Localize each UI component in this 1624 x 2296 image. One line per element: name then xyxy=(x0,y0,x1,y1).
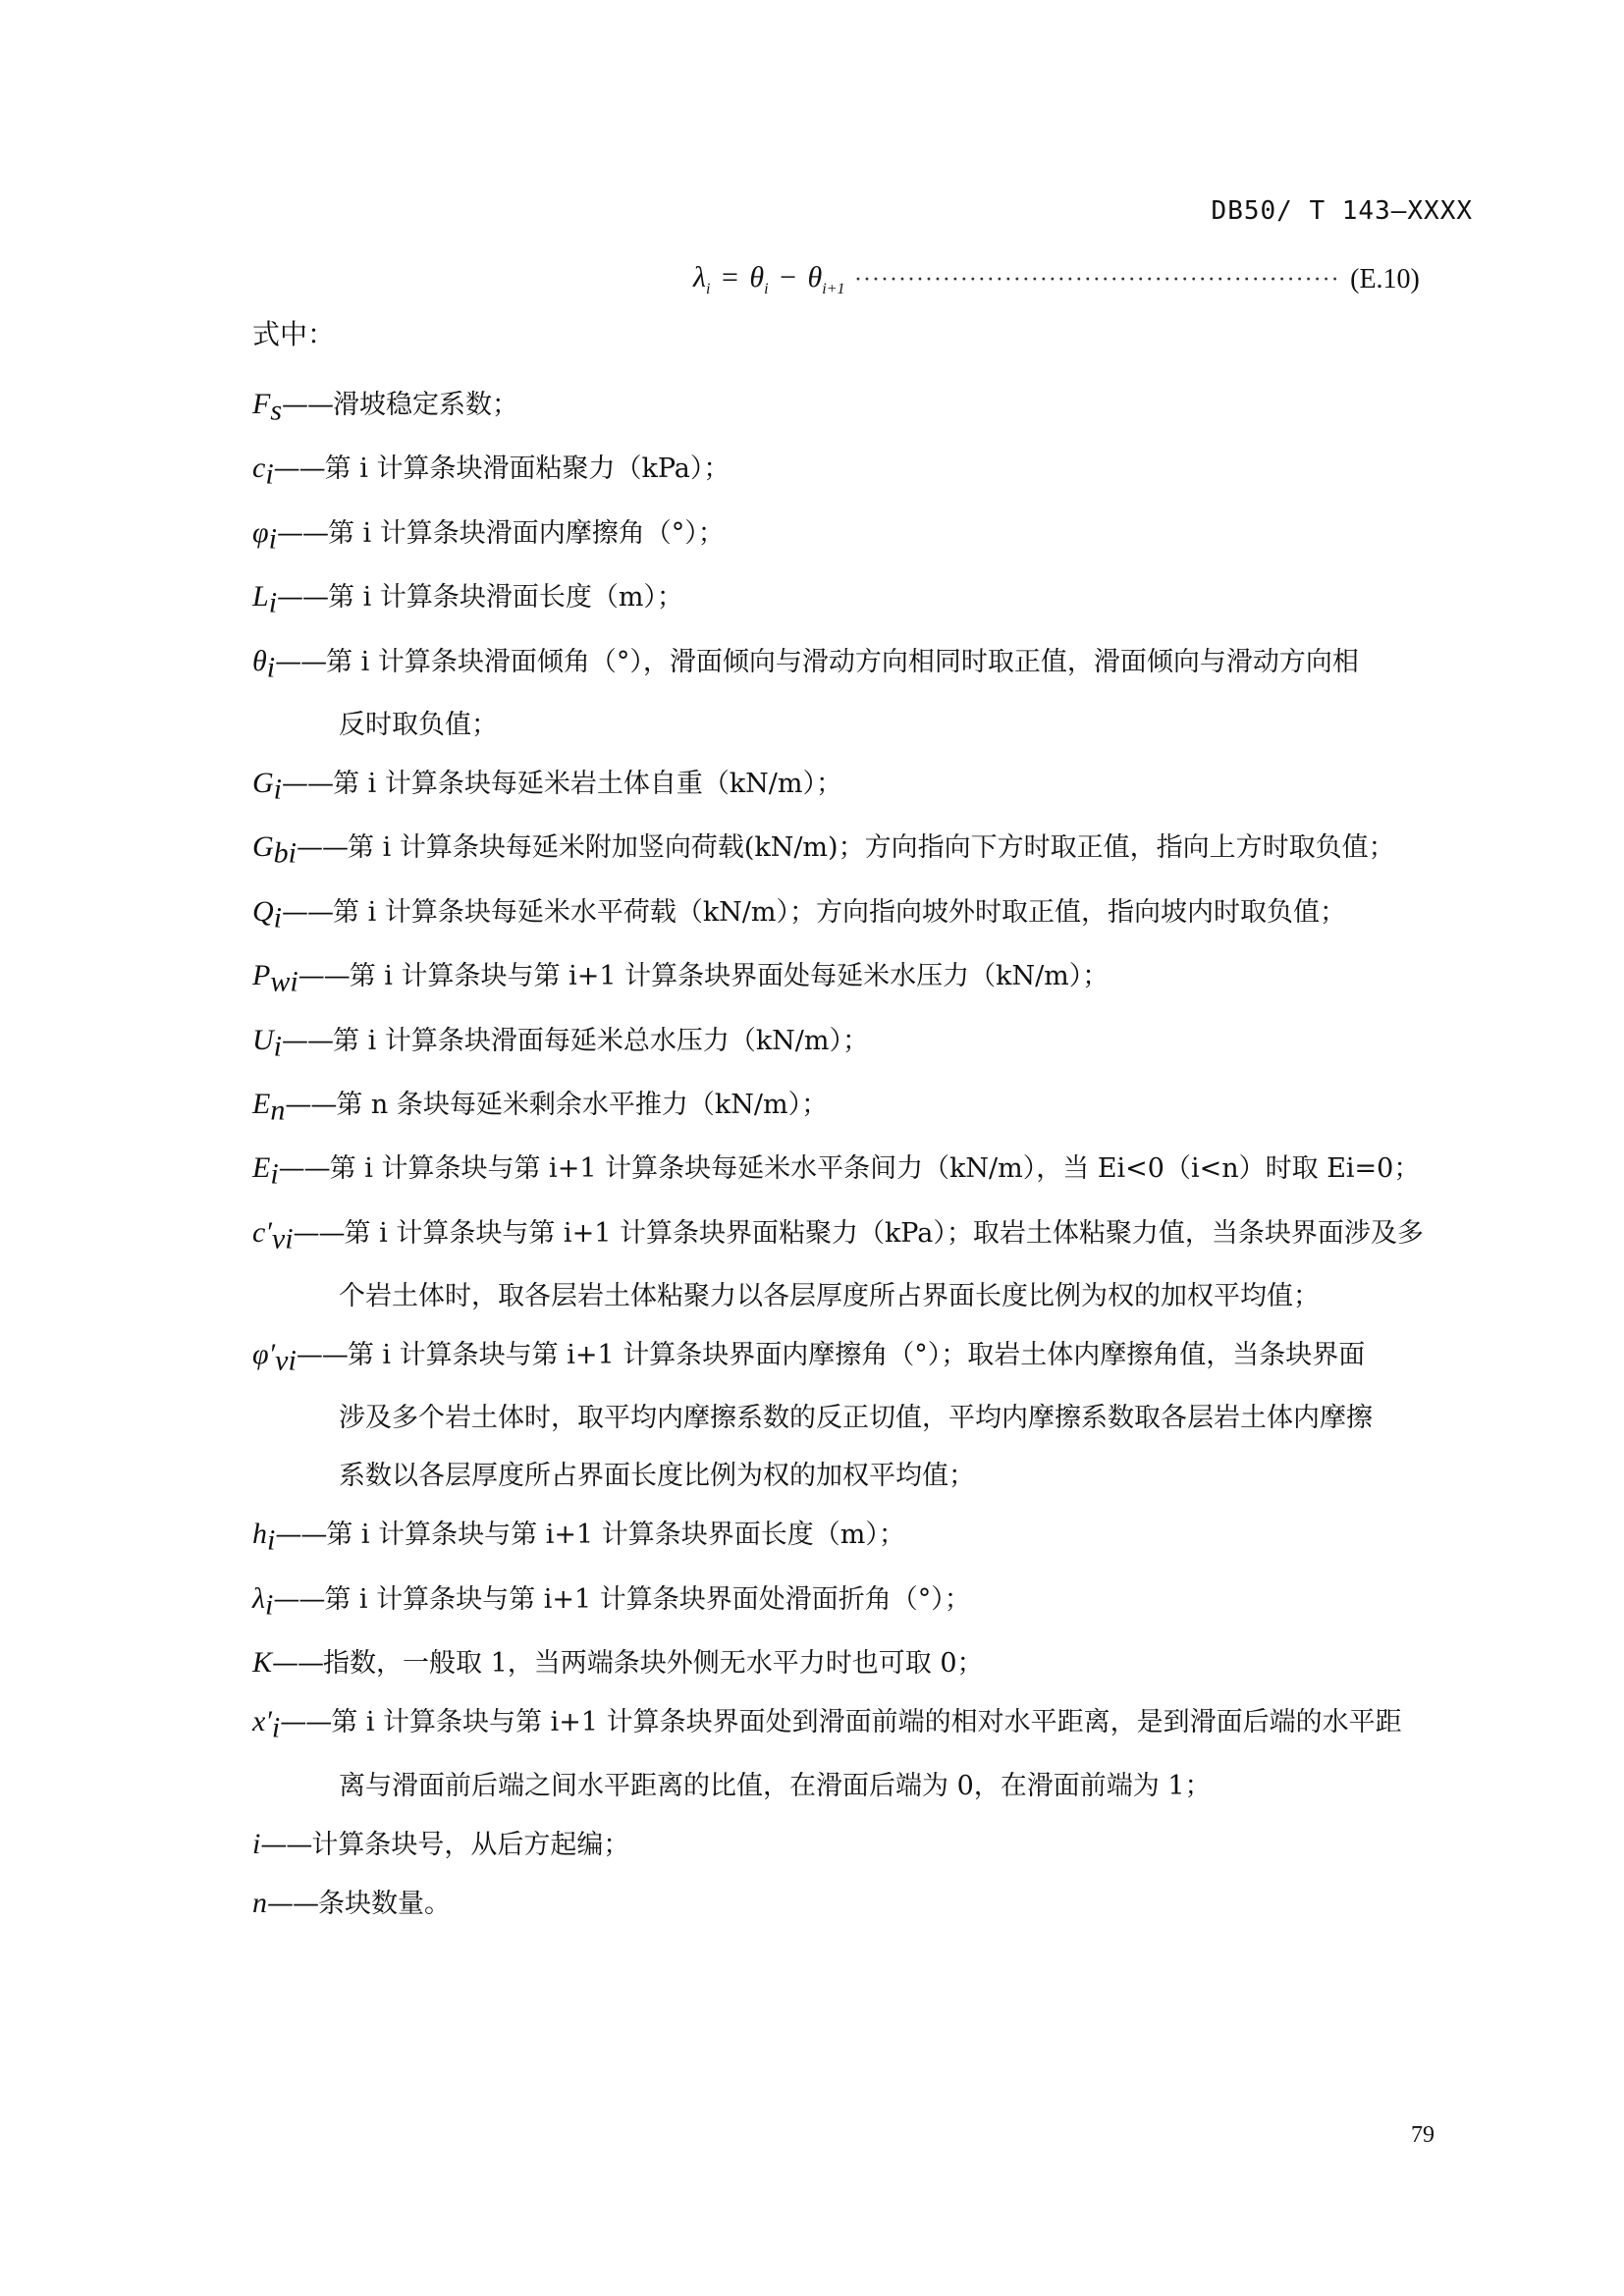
definition-continuation-text: 涉及多个岩土体时，取平均内摩擦系数的反正切值，平均内摩擦系数取各层岩土体内摩擦 xyxy=(339,1403,1373,1434)
definition-symbol: G xyxy=(252,766,274,799)
definition-symbol: P xyxy=(252,959,271,992)
definition-symbol: x′ xyxy=(252,1705,272,1738)
definition-item xyxy=(252,1011,1480,1075)
definition-dash: —— xyxy=(275,1520,327,1551)
definition-symbol: c xyxy=(252,452,266,485)
definition-continuation-text: 系数以各层厚度所占界面长度比例为权的加权平均值； xyxy=(339,1461,975,1492)
definition-symbol: E xyxy=(252,1151,271,1185)
definition-text: 第 i 计算条块每延米水平荷载（kN/m）；方向指向坡外时取正值，指向坡内时取负值； xyxy=(333,896,1346,928)
definition-dash: —— xyxy=(272,1648,324,1680)
definition-dash: —— xyxy=(282,1025,334,1056)
definition-symbol: h xyxy=(252,1518,267,1551)
definition-text: 第 i 计算条块每延米附加竖向荷载(kN/m)；方向指向下方时取正值，指向上方时取负值； xyxy=(348,832,1395,864)
definition-symbol: U xyxy=(252,1023,274,1056)
definition-list xyxy=(252,375,1480,1933)
definition-symbol-subscript: bi xyxy=(273,836,298,870)
formula-eq: = xyxy=(721,261,738,294)
definition-symbol-subscript: i xyxy=(268,522,277,556)
definition-item xyxy=(252,1692,1480,1756)
definition-text: 第 i 计算条块滑面长度（m）； xyxy=(328,582,683,614)
definition-symbol-subscript: i xyxy=(273,1029,283,1062)
definition-text: 第 i 计算条块与第 i+1 计算条块界面处滑面折角（°）； xyxy=(324,1583,971,1615)
definition-dash: —— xyxy=(275,646,327,677)
definition-text: 第 i 计算条块每延米岩土体自重（kN/m）； xyxy=(333,768,843,799)
definition-text: 滑坡稳定系数； xyxy=(333,390,519,420)
definition-continuation-text: 离与滑面前后端之间水平距离的比值，在滑面后端为 0，在滑面前端为 1； xyxy=(339,1770,1212,1801)
definition-dash: —— xyxy=(260,1829,312,1860)
definition-dash: —— xyxy=(282,768,334,799)
definition-symbol: Q xyxy=(252,894,274,928)
formula-lhs: λ xyxy=(693,261,706,294)
definition-symbol-subscript: wi xyxy=(270,965,298,998)
definition-continuation-text: 反时取负值； xyxy=(339,709,498,740)
definition-item xyxy=(252,1203,1480,1267)
definition-item xyxy=(252,1874,1480,1933)
leader-dots: ······················································· xyxy=(854,267,1341,293)
definition-symbol: i xyxy=(252,1827,261,1860)
definition-dash: —— xyxy=(282,896,334,928)
definition-symbol-subscript: vi xyxy=(275,1344,297,1377)
definition-dash: —— xyxy=(296,1340,348,1371)
definition-dash: —— xyxy=(280,1707,332,1738)
definition-text: 第 i 计算条块与第 i+1 计算条块界面粘聚力（kPa）；取岩土体粘聚力值，当条块界面涉及多 xyxy=(344,1217,1424,1249)
definition-text: 指数，一般取 1，当两端条块外侧无水平力时也可取 0； xyxy=(323,1648,984,1680)
definition-text: 第 i 计算条块与第 i+1 计算条块每延米水平条间力（kN/m），当 Ei<0（i<n）时取 Ei=0； xyxy=(329,1153,1421,1185)
definition-dash: —— xyxy=(282,390,334,420)
definition-dash: —— xyxy=(278,1153,330,1185)
definition-item xyxy=(252,1815,1480,1874)
definition-text: 第 i 计算条块滑面粘聚力（kPa）； xyxy=(324,454,731,485)
definition-dash: —— xyxy=(276,517,328,549)
definition-item xyxy=(252,375,1480,439)
definition-item xyxy=(252,632,1480,696)
definition-symbol-subscript: s xyxy=(270,394,283,427)
where-intro: 式中： xyxy=(252,318,336,350)
definition-item xyxy=(252,754,1480,818)
definition-item xyxy=(252,1325,1480,1389)
formula-minus: − xyxy=(780,261,796,294)
definition-symbol-subscript: i xyxy=(273,901,283,934)
definition-symbol-subscript: n xyxy=(270,1094,286,1127)
definition-text: 条块数量。 xyxy=(318,1888,451,1919)
definition-continuation xyxy=(252,1447,1480,1505)
definition-symbol: F xyxy=(252,388,271,420)
definition-item xyxy=(252,818,1480,881)
formula-t1: θ xyxy=(749,261,765,294)
definition-dash: —— xyxy=(297,832,349,864)
definition-symbol: c′ xyxy=(252,1215,272,1249)
definition-symbol-subscript: i xyxy=(267,1523,276,1557)
definition-text: 第 i 计算条块与第 i+1 计算条块界面处到滑面前端的相对水平距离，是到滑面后端的水平距 xyxy=(331,1707,1402,1738)
definition-item xyxy=(252,504,1480,567)
definition-dash: —— xyxy=(273,1583,325,1615)
definition-symbol-subscript: i xyxy=(270,1157,279,1191)
standard-code: DB50/ T 143—XXXX xyxy=(1211,196,1473,226)
definition-text: 第 i 计算条块与第 i+1 计算条块界面处每延米水压力（kN/m）； xyxy=(349,961,1110,992)
definition-symbol: φ′ xyxy=(252,1338,276,1371)
definition-continuation-text: 个岩土体时，取各层岩土体粘聚力以各层厚度所占界面长度比例为权的加权平均值； xyxy=(339,1281,1320,1312)
definition-symbol-subscript: i xyxy=(273,773,283,806)
definition-text: 第 i 计算条块与第 i+1 计算条块界面内摩擦角（°）；取岩土体内摩擦角值，当条块界面 xyxy=(347,1340,1366,1371)
definition-dash: —— xyxy=(285,1089,337,1120)
definition-dash: —— xyxy=(277,582,329,614)
definition-symbol: λ xyxy=(252,1581,265,1615)
definition-dash: —— xyxy=(267,1888,318,1919)
definition-item xyxy=(252,1139,1480,1202)
definition-text: 第 n 条块每延米剩余水平推力（kN/m）； xyxy=(336,1089,829,1120)
definition-text: 第 i 计算条块滑面每延米总水压力（kN/m）； xyxy=(333,1025,870,1056)
definition-symbol-subscript: i xyxy=(271,1711,281,1744)
definition-symbol-subscript: i xyxy=(266,650,276,683)
formula-t1-sub: i xyxy=(764,281,769,297)
definition-text: 第 i 计算条块滑面倾角（°），滑面倾向与滑动方向相同时取正值，滑面倾向与滑动方向相 xyxy=(326,646,1359,677)
definition-symbol: L xyxy=(252,580,269,614)
definition-symbol: K xyxy=(252,1646,273,1680)
definition-text: 第 i 计算条块与第 i+1 计算条块界面长度（m）； xyxy=(326,1520,905,1551)
definition-dash: —— xyxy=(298,961,350,992)
definition-symbol-subscript: vi xyxy=(271,1222,294,1255)
definition-continuation xyxy=(252,1389,1480,1447)
definition-symbol-subscript: i xyxy=(265,457,274,491)
formula-lhs-sub: i xyxy=(706,281,711,297)
formula-t2: θ xyxy=(807,261,823,294)
definition-item xyxy=(252,1570,1480,1633)
definition-dash: —— xyxy=(273,454,325,485)
definition-text: 第 i 计算条块滑面内摩擦角（°）； xyxy=(327,517,725,549)
equation-e10 xyxy=(693,257,1420,302)
definition-item xyxy=(252,1075,1480,1139)
definition-text: 计算条块号，从后方起编； xyxy=(311,1829,630,1860)
formula-t2-sub: i+1 xyxy=(822,281,845,297)
definition-continuation xyxy=(252,696,1480,754)
definition-symbol: θ xyxy=(252,644,267,677)
definition-symbol-subscript: i xyxy=(268,586,278,619)
definition-symbol: G xyxy=(252,830,274,864)
definition-symbol: n xyxy=(252,1886,267,1919)
definition-continuation xyxy=(252,1267,1480,1325)
definition-item xyxy=(252,882,1480,946)
formula xyxy=(693,261,845,298)
definition-continuation xyxy=(252,1757,1480,1815)
definition-item xyxy=(252,567,1480,631)
definition-symbol: E xyxy=(252,1087,271,1120)
definition-symbol: φ xyxy=(252,515,269,549)
equation-number: (E.10) xyxy=(1350,264,1420,294)
definition-item xyxy=(252,946,1480,1010)
page-number: 79 xyxy=(1411,2122,1435,2148)
definition-item xyxy=(252,1633,1480,1692)
definition-symbol-subscript: i xyxy=(265,1588,274,1622)
definition-dash: —— xyxy=(293,1217,345,1249)
definition-item xyxy=(252,439,1480,503)
definitions-block xyxy=(252,316,1480,1933)
definition-item xyxy=(252,1505,1480,1569)
